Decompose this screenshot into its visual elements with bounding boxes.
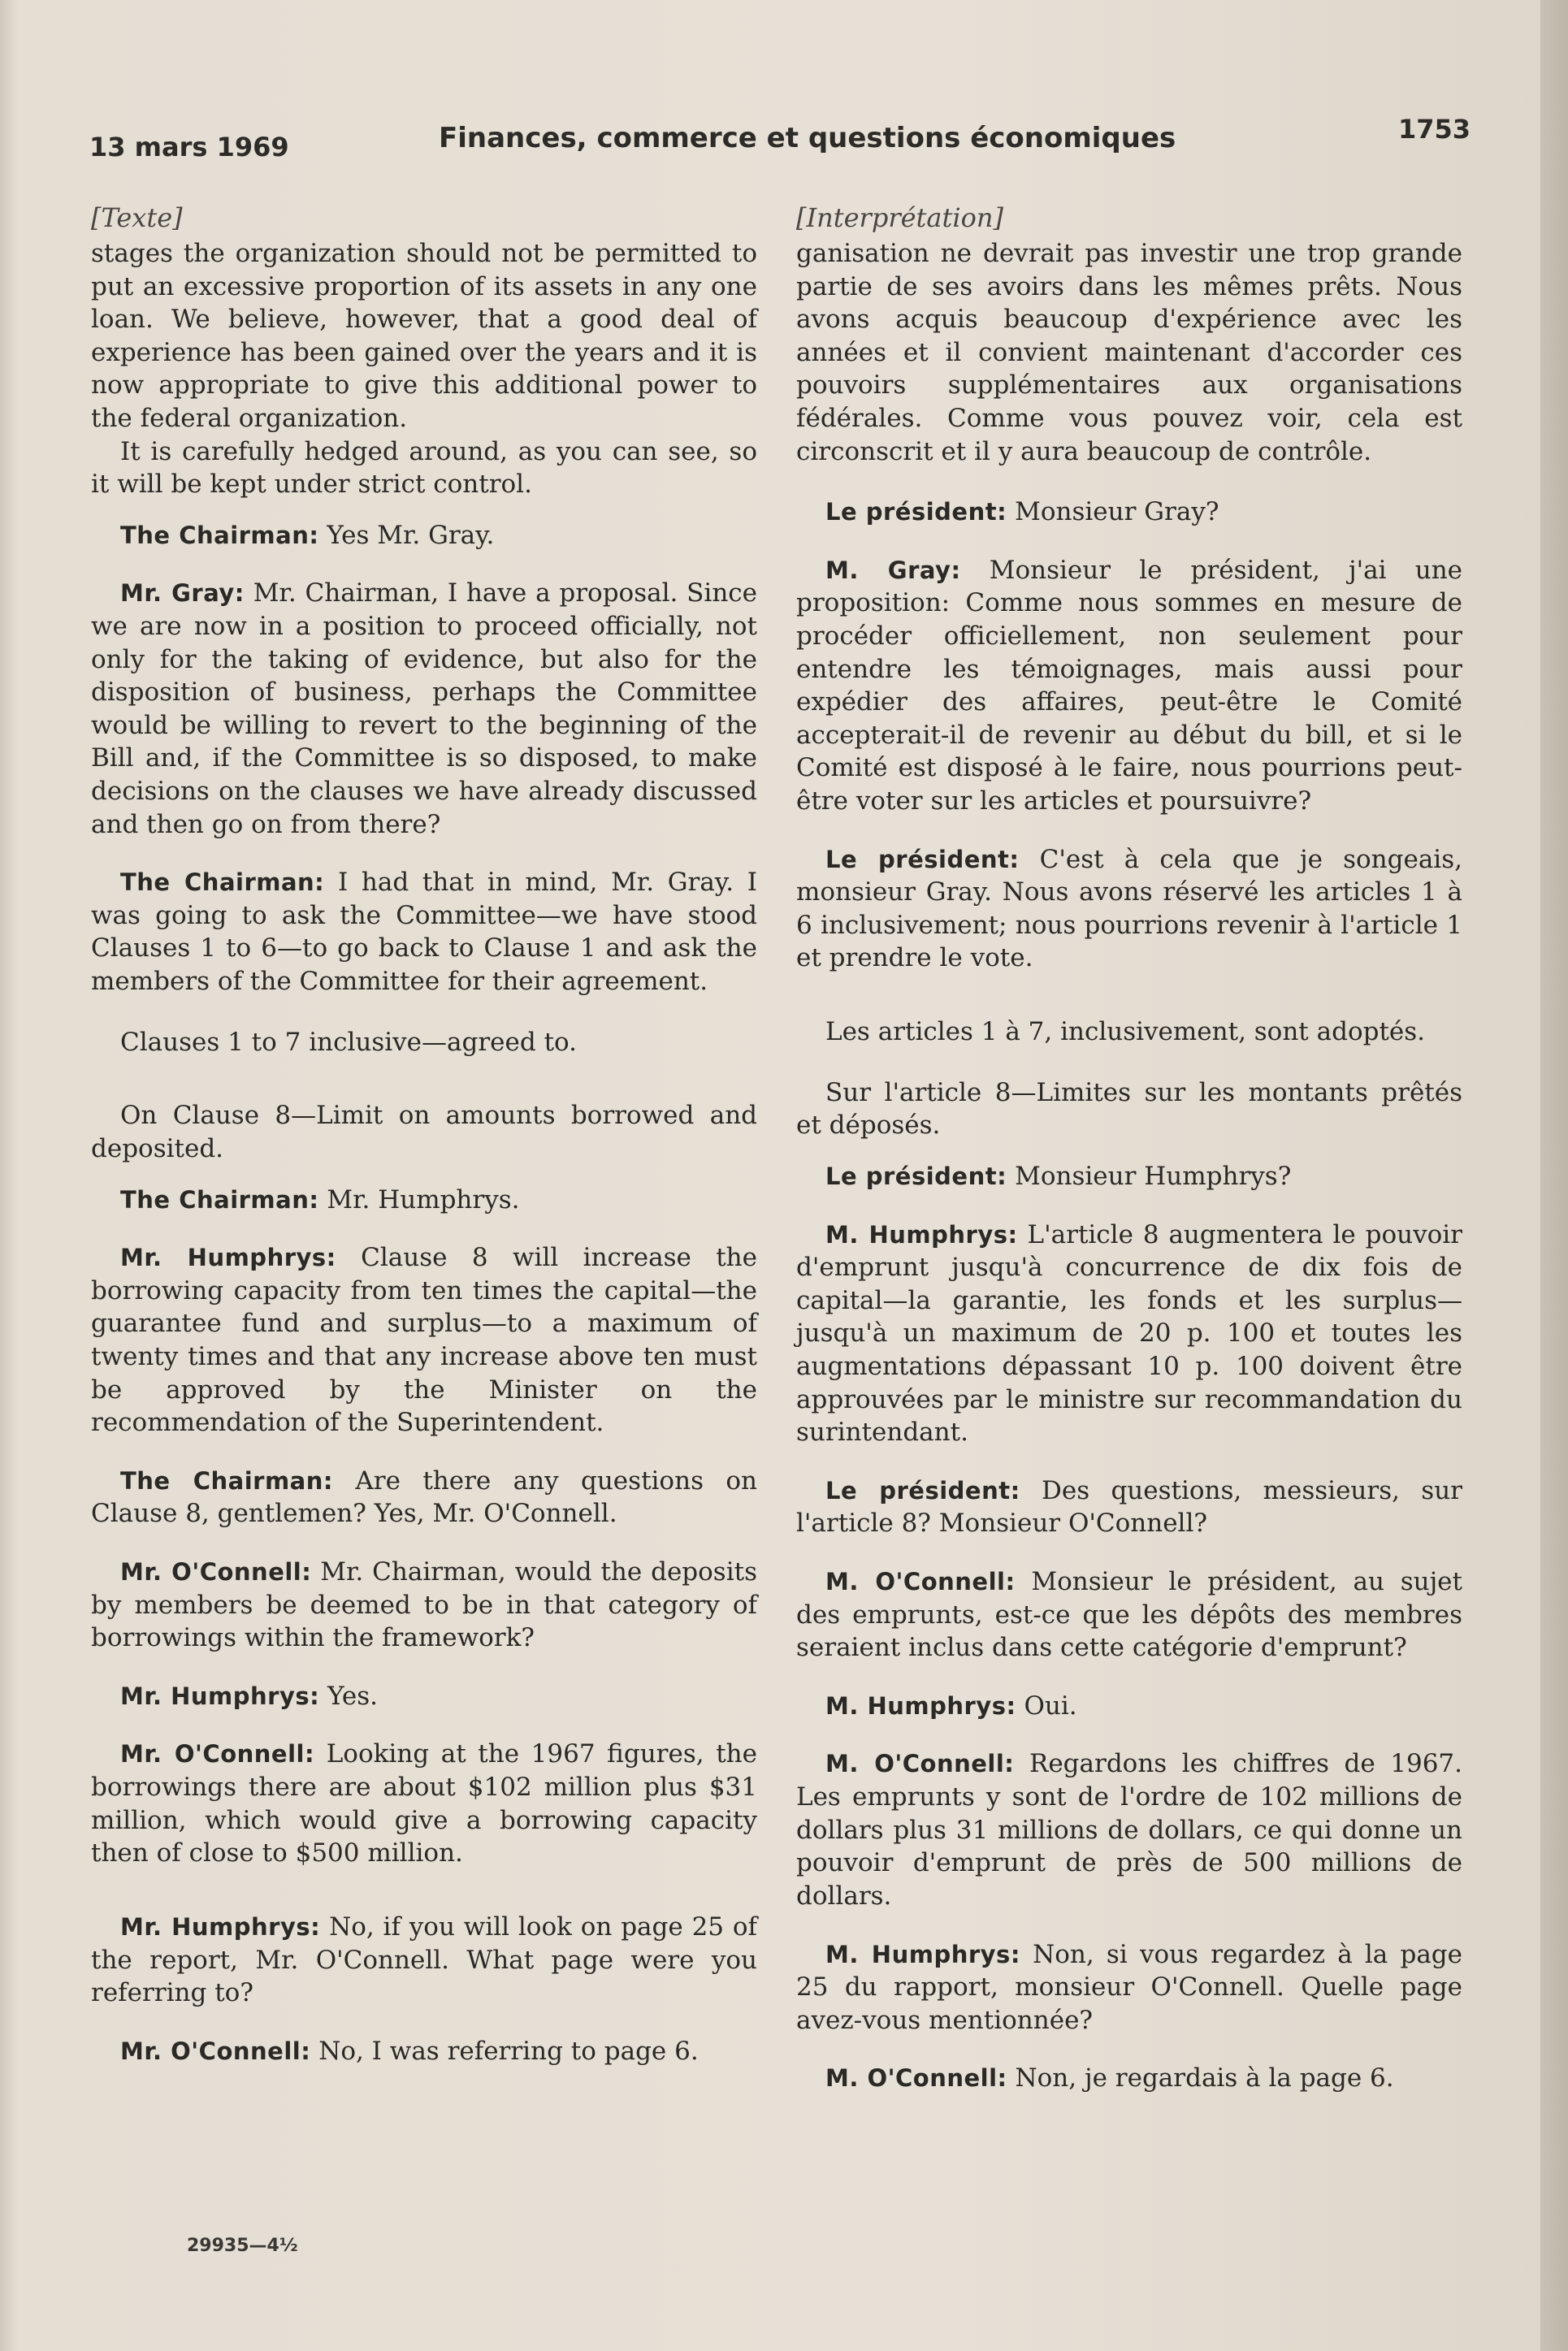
speaker-name: Mr. O'Connell: [120, 1740, 315, 1769]
motion-text: Clauses 1 to 7 inclusive—agreed to. [120, 1027, 577, 1057]
speaker-name: Mr. Humphrys: [120, 1912, 321, 1941]
speech [796, 1938, 1462, 2037]
speaker-name: M. Humphrys: [825, 1220, 1018, 1249]
speech [91, 1738, 757, 1869]
speaker-name: The Chairman: [120, 1466, 333, 1495]
speech [91, 1465, 757, 1531]
speech [796, 1565, 1462, 1665]
speech [91, 1556, 757, 1655]
speaker-name: Le président: [825, 1162, 1007, 1190]
page-edge [1540, 0, 1568, 2351]
speech-text: Mr. Humphrys. [327, 1184, 520, 1214]
speech-text: No, I was referring to page 6. [318, 2036, 699, 2066]
speech-text: Monsieur le président, j'ai une proposition: Comme nous sommes en mesure de procéder officiellement, non seulement pour entendre les témoignages, mais aussi pour expédier des affaires, peut-être le Comité accepterait-il de revenir au début du bill, et si le Comité est disposé à le faire, nous pourrions peut-être voter sur les articles et poursuivre? [796, 555, 1463, 816]
paragraph: ganisation ne devrait pas investir une trop grande partie de ses avoirs dans les mêmes prêts. Nous avons acquis beaucoup d'expérience avec les années et il convient maintenant d'accorder ces pouvoirs supplémentaires aux organisations fédérales. Comme vous pouvez voir, cela est circonscrit et il y aura beaucoup de contrôle. [796, 238, 1462, 466]
speech [796, 1219, 1462, 1449]
clause-heading: On Clause 8—Limit on amounts borrowed and deposited. [91, 1101, 757, 1163]
speech-text: Mr. Chairman, I have a proposal. Since we are now in a position to proceed officially, not only for the taking of evidence, but also for the disposition of business, perhaps the Committee would be willing to revert to the beginning of the Bill and, if the Committee is so disposed, to make decisions on the clauses we have already discussed and then go on from there? [91, 578, 757, 839]
interpretation-label: [Interprétation] [796, 202, 1003, 233]
speaker-name: Mr. Humphrys: [120, 1244, 336, 1272]
speech-text: Clause 8 will increase the borrowing capacity from ten times the capital—the guarantee fund and surplus—to a maximum of twenty times and that any increase above ten must be approved by the Minister on the recommendation of the Superintendent. [91, 1243, 757, 1438]
speaker-name: M. O'Connell: [825, 2064, 1007, 2093]
speech-text: Mr. Chairman, would the deposits by members be deemed to be in that category of borrowings within the framework? [91, 1557, 757, 1653]
speaker-name: The Chairman: [120, 1185, 319, 1214]
speech [91, 1680, 757, 1713]
speech-text: Oui. [1024, 1691, 1077, 1721]
speech [91, 1241, 757, 1440]
speech-text: No, if you will look on page 25 of the report, Mr. O'Connell. What page were you referring to? [91, 1912, 757, 2008]
french-column [796, 201, 1462, 2120]
speech-text: Des questions, messieurs, sur l'article 8? Monsieur O'Connell? [796, 1475, 1462, 1539]
speech-text: L'article 8 augmentera le pouvoir d'emprunt jusqu'à concurrence de dix fois de capital—la garantie, les fonds et les surplus—jusqu'à un maximum de 20 p. 100 et toutes les augmentations dépassant 10 p. 100 doivent être approuvées par le ministre sur recommandation du surintendant. [796, 1219, 1462, 1448]
speech-text: Monsieur Humphrys? [1015, 1161, 1292, 1191]
paragraph: stages the organization should not be permitted to put an excessive proportion of its assets in any one loan. We believe, however, that a good deal of experience has been gained over the years and it is now appropriate to give this additional power to the federal organization. [91, 238, 757, 433]
speech [796, 496, 1462, 529]
speaker-name: M. Humphrys: [825, 1691, 1016, 1720]
speech [796, 1747, 1462, 1912]
header-date: 13 mars 1969 [89, 132, 289, 162]
speaker-name: Mr. Gray: [120, 579, 245, 608]
speech-text: Regardons les chiffres de 1967. Les emprunts y sont de l'ordre de 102 millions de dollars plus 31 millions de dollars, ce qui donne un pouvoir d'emprunt de près de 500 millions de dollars. [796, 1749, 1462, 1911]
speech [91, 1184, 757, 1217]
clause-heading: Sur l'article 8—Limites sur les montants prêtés et déposés. [796, 1077, 1462, 1141]
speech [91, 1911, 757, 2010]
speech [91, 866, 757, 998]
speaker-name: M. Gray: [825, 556, 961, 584]
speech-text: Monsieur Gray? [1015, 497, 1219, 527]
speaker-name: M. Humphrys: [825, 1940, 1020, 1968]
speech [91, 2035, 757, 2068]
speech [796, 1474, 1462, 1540]
speech-text: Are there any questions on Clause 8, gentlemen? Yes, Mr. O'Connell. [91, 1466, 757, 1529]
english-column [91, 201, 757, 2093]
speaker-name: Le président: [825, 845, 1020, 873]
speaker-name: Mr. Humphrys: [120, 1682, 320, 1710]
print-code: 29935—4½ [187, 2236, 298, 2256]
speaker-name: M. O'Connell: [825, 1750, 1015, 1778]
header-title: Finances, commerce et questions économiques [439, 122, 1176, 154]
speaker-name: Le président: [825, 1476, 1020, 1505]
speech-text: I had that in mind, Mr. Gray. I was going to ask the Committee—we have stood Clauses 1 to 6—to go back to Clause 1 and ask the members of the Committee for their agreement. [91, 868, 757, 997]
speech [91, 577, 757, 841]
header-page-number: 1753 [1397, 114, 1471, 145]
page-header [89, 114, 1471, 162]
speaker-name: The Chairman: [120, 521, 319, 549]
text-label: [Texte] [91, 202, 183, 233]
speech [796, 1690, 1462, 1723]
speech [796, 554, 1462, 818]
speaker-name: M. O'Connell: [825, 1568, 1016, 1596]
motion-text: Les articles 1 à 7, inclusivement, sont adoptés. [825, 1017, 1426, 1047]
speech-text: Monsieur le président, au sujet des emprunts, est-ce que les dépôts des membres seraient inclus dans cette catégorie d'emprunt? [796, 1567, 1462, 1663]
speech-text: C'est à cela que je songeais, monsieur Gray. Nous avons réservé les articles 1 à 6 inclusivement; nous pourrions revenir à l'article 1 et prendre le vote. [796, 844, 1462, 973]
speech-text: Non, je regardais à la page 6. [1015, 2063, 1394, 2093]
speech [91, 519, 757, 552]
paragraph: It is carefully hedged around, as you can see, so it will be kept under strict control. [91, 436, 757, 500]
speech-text: Yes Mr. Gray. [327, 520, 495, 550]
speech-text: Non, si vous regardez à la page 25 du rapport, monsieur O'Connell. Quelle page avez-vous mentionnée? [796, 1939, 1462, 2035]
speaker-name: Mr. O'Connell: [120, 1558, 312, 1587]
speaker-name: Le président: [825, 498, 1007, 526]
speech [796, 1160, 1462, 1193]
speech [796, 2062, 1462, 2095]
speaker-name: Mr. O'Connell: [120, 2037, 311, 2065]
speech-text: Yes. [327, 1681, 378, 1711]
speech [796, 843, 1462, 975]
speaker-name: The Chairman: [120, 868, 325, 897]
speech-text: Looking at the 1967 figures, the borrowings there are about $102 million plus $31 million, which would give a borrowing capacity then of close to $500 million. [91, 1739, 757, 1868]
